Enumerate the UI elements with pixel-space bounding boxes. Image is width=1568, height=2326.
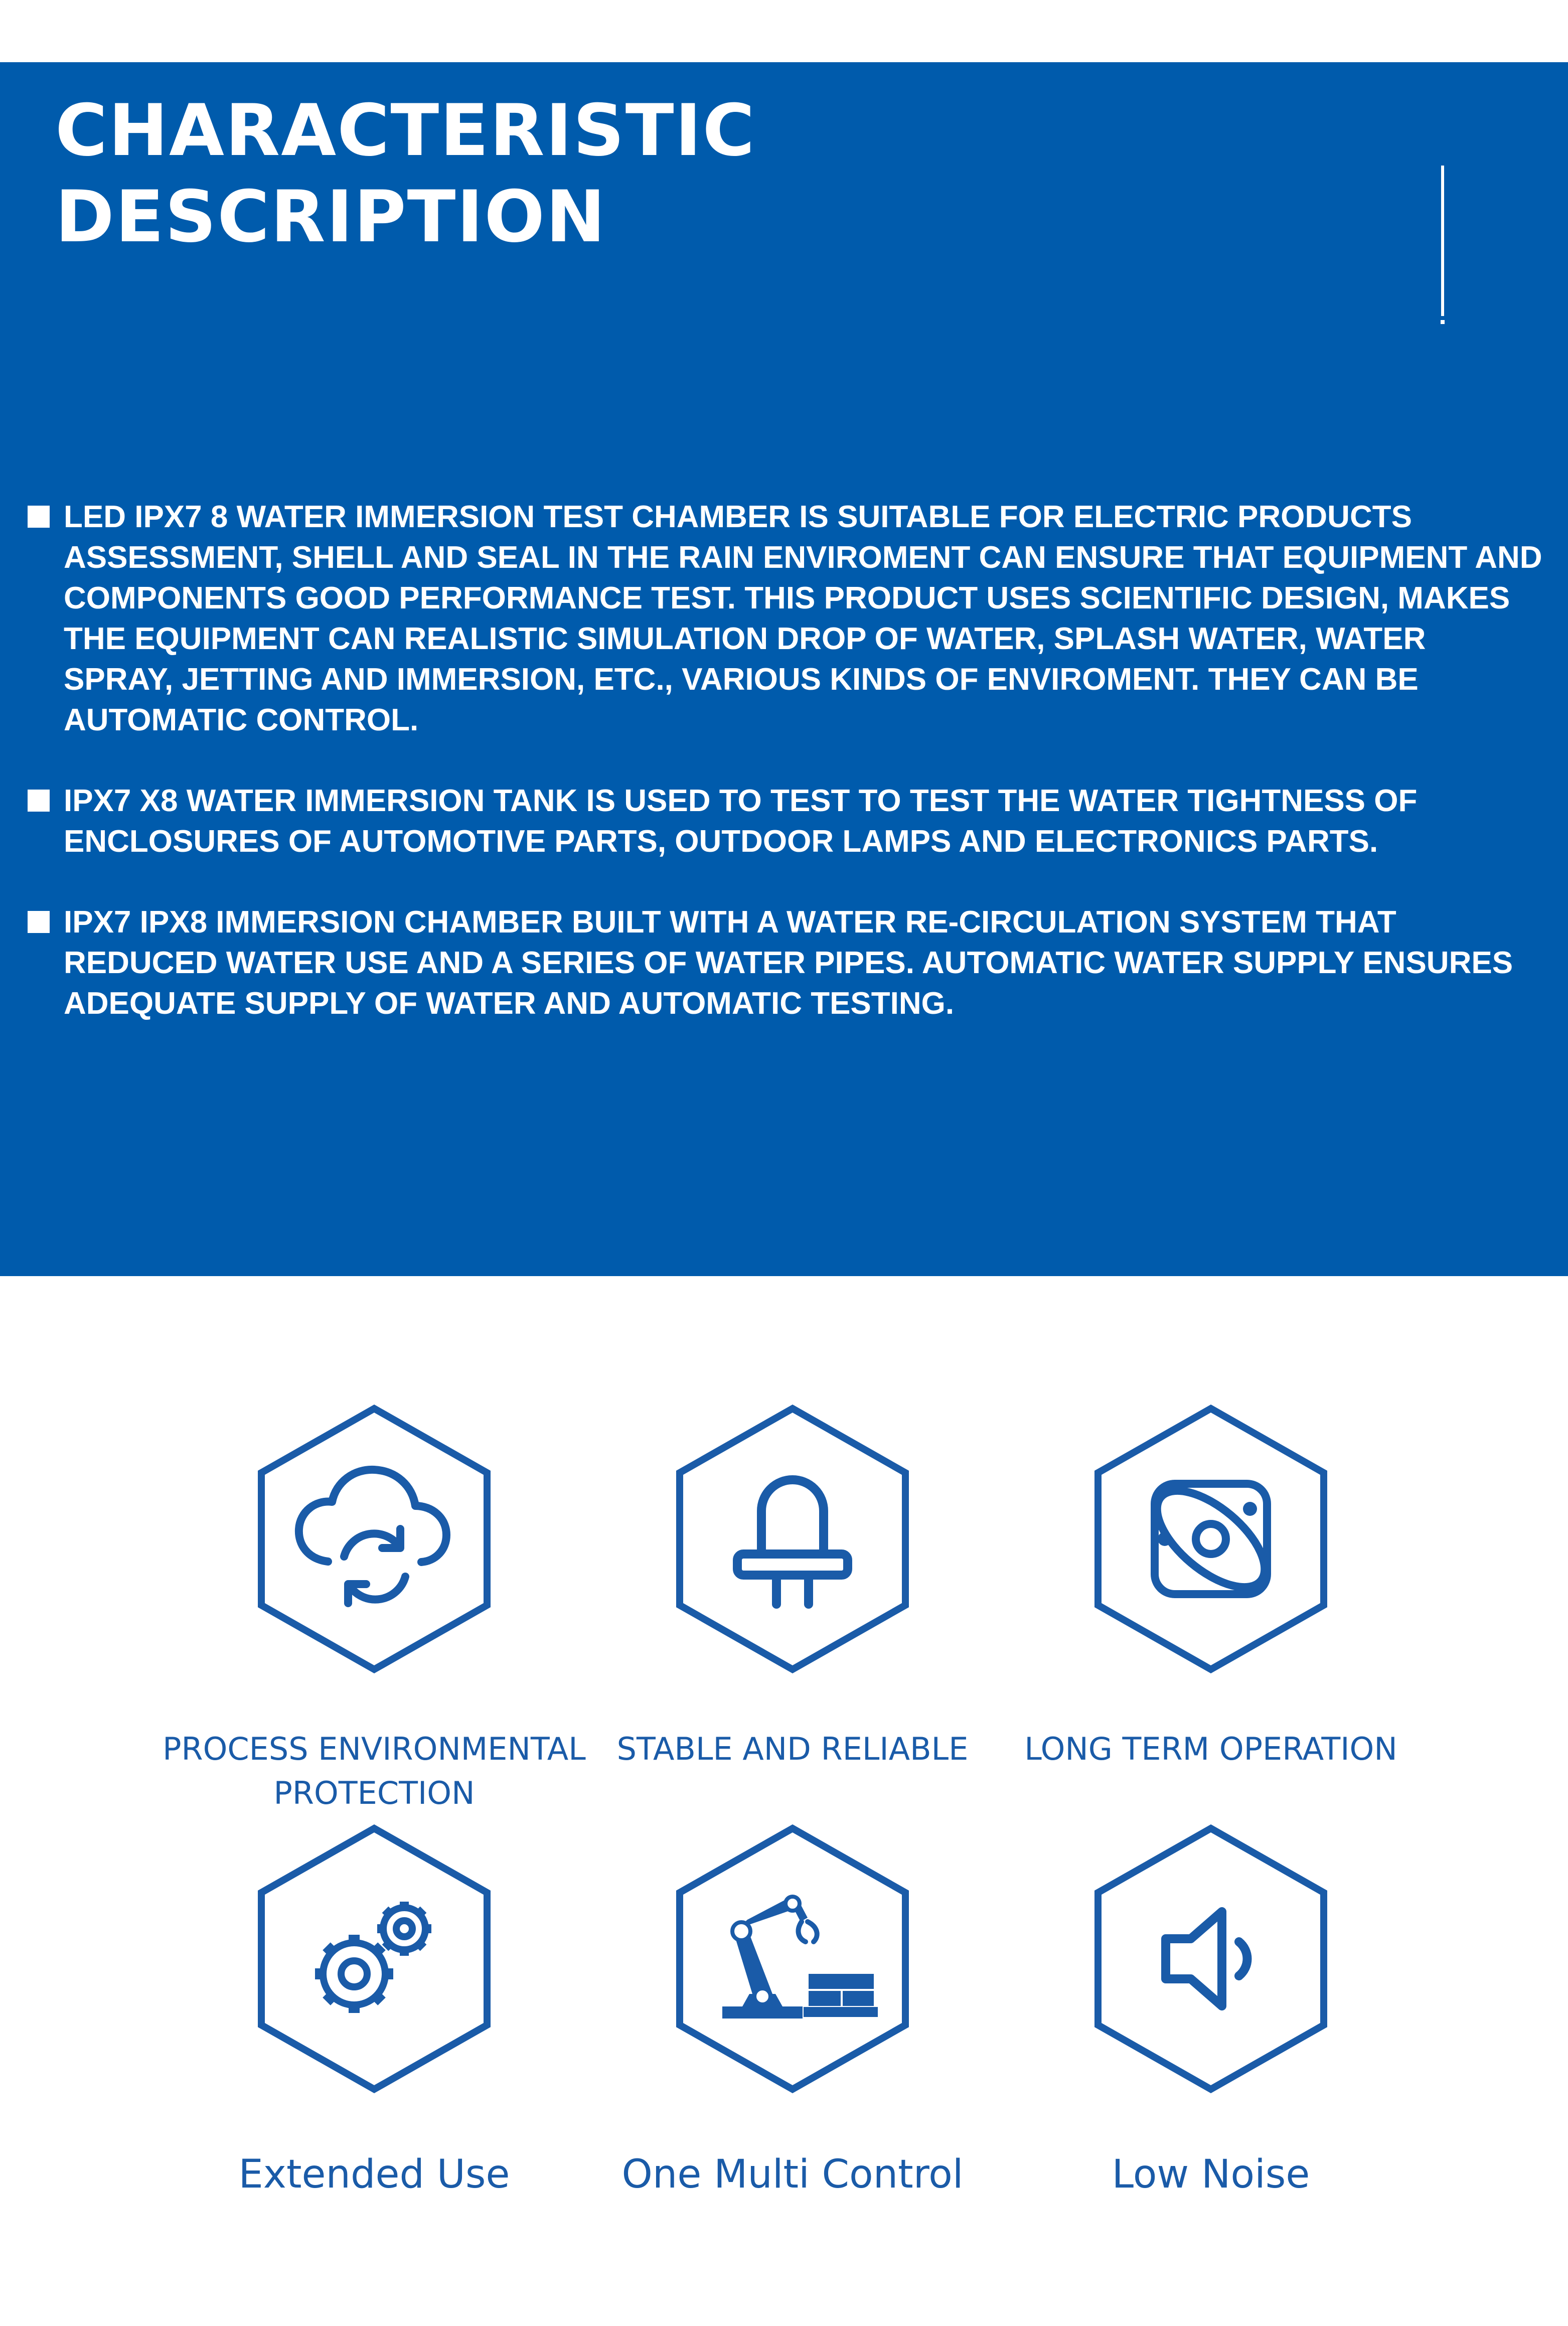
feature-stable-and-reliable [567, 1404, 1018, 1767]
feature-long-term-operation [985, 1404, 1437, 1767]
decorative-divider [1441, 166, 1444, 316]
title-line-1: CHARACTERISTIC [55, 89, 756, 172]
gears-icon [254, 1823, 495, 2094]
robot-arm-icon [672, 1823, 913, 2094]
feature-label: LONG TERM OPERATION [1024, 1731, 1397, 1767]
feature-label: Low Noise [1112, 2152, 1310, 2197]
feature-label: Extended Use [238, 2152, 510, 2197]
bullet-text: LED IPX7 8 WATER IMMERSION TEST CHAMBER IS SUITABLE FOR ELECTRIC PRODUCTS ASSESSMENT, SHELL AND SEAL IN THE RAIN ENVIROMENT CAN ENSURE THAT EQUIPMENT AND COMPONENTS GOOD PERFORMANCE TEST. THIS PRODUCT USES SCIENTIFIC DESIGN, MAKES THE EQUIPMENT CAN REALISTIC SIMULATION DROP OF WATER, SPLASH WATER, WATER SPRAY, JETTING AND IMMERSION, ETC., VARIOUS KINDS OF ENVIROMENT. THEY CAN BE AUTOMATIC CONTROL. [64, 500, 1542, 737]
top-margin [0, 0, 1568, 62]
speaker-icon [1090, 1823, 1331, 2094]
feature-extended-use [148, 1823, 600, 2197]
square-bullet-icon [28, 911, 50, 933]
page-title [55, 88, 1259, 260]
title-line-2: DESCRIPTION [55, 176, 606, 258]
feature-one-multi-control [567, 1823, 1018, 2197]
square-bullet-icon [28, 506, 50, 528]
square-bullet-icon [28, 790, 50, 812]
bullet-item [28, 902, 1542, 1024]
feature-label: One Multi Control [621, 2152, 964, 2197]
decorative-dot [1441, 320, 1445, 324]
atom-icon [1090, 1404, 1331, 1674]
feature-label: PROCESS ENVIRONMENTAL PROTECTION [163, 1731, 586, 1811]
cloud-sync-icon [254, 1404, 495, 1674]
bullet-text: IPX7 X8 WATER IMMERSION TANK IS USED TO TEST TO TEST THE WATER TIGHTNESS OF ENCLOSURES OF AUTOMOTIVE PARTS, OUTDOOR LAMPS AND ELECTRONICS PARTS. [64, 784, 1418, 859]
feature-grid [0, 1354, 1568, 2257]
feature-low-noise [985, 1823, 1437, 2197]
bullet-item [28, 781, 1542, 862]
bullet-text: IPX7 IPX8 IMMERSION CHAMBER BUILT WITH A WATER RE-CIRCULATION SYSTEM THAT REDUCED WATER USE AND A SERIES OF WATER PIPES. AUTOMATIC WATER SUPPLY ENSURES ADEQUATE SUPPLY OF WATER AND AUTOMATIC TESTING. [64, 905, 1513, 1021]
feature-process-environmental-protection [148, 1404, 600, 1811]
bullet-list [28, 497, 1542, 1064]
bullet-item [28, 497, 1542, 740]
led-bulb-icon [672, 1404, 913, 1674]
feature-label: STABLE AND RELIABLE [616, 1731, 969, 1767]
